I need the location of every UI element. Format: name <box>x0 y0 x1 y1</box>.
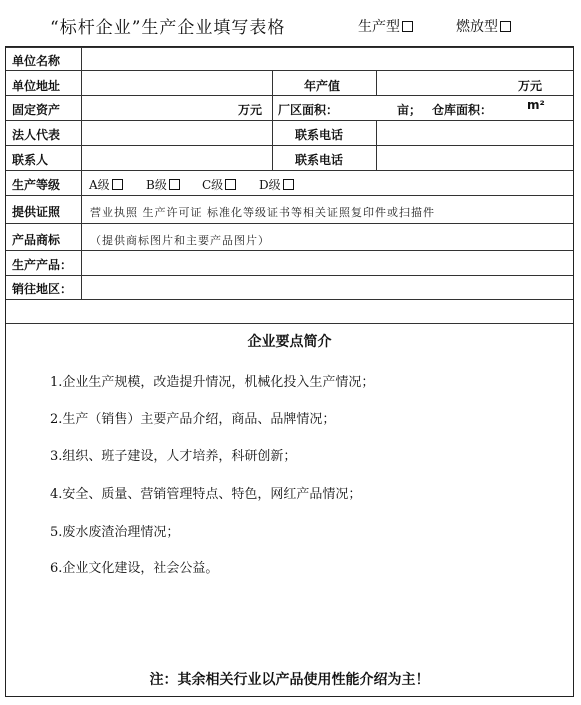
column-divider <box>272 70 273 95</box>
grade-c-label: C级 <box>202 178 224 192</box>
contact-phone-field-2[interactable] <box>377 146 572 170</box>
grade-label: 生产等级 <box>12 178 61 192</box>
factory-area-label: 厂区面积： <box>278 103 339 117</box>
trademark-note: （提供商标图片和主要产品图片） <box>90 234 270 247</box>
row-divider <box>6 195 573 196</box>
warehouse-area-label: 仓库面积： <box>432 103 493 117</box>
annual-output-unit: 万元 <box>518 79 543 93</box>
products-label: 生产产品： <box>12 258 73 272</box>
unit-address-field[interactable] <box>82 71 271 95</box>
certs-note: 营业执照 生产许可证 标准化等级证书等相关证照复印件或扫描件 <box>90 206 435 219</box>
type-production-checkbox[interactable] <box>402 21 413 32</box>
annual-output-field[interactable] <box>377 71 572 95</box>
unit-name-field[interactable] <box>82 48 572 70</box>
unit-address-label: 单位地址 <box>12 79 61 93</box>
intro-item: 5.废水废渣治理情况； <box>50 525 180 540</box>
type-fireworks-option[interactable] <box>456 16 511 36</box>
contact-person-field[interactable] <box>82 146 271 170</box>
intro-item: 4.安全、质量、营销管理特点、特色，网红产品情况； <box>50 487 362 502</box>
row-divider <box>6 223 573 224</box>
intro-title: 企业要点简介 <box>247 334 332 350</box>
type-fireworks-label: 燃放型 <box>456 19 498 35</box>
footnote: 注：其余相关行业以产品使用性能介绍为主！ <box>149 672 430 688</box>
type-production-label: 生产型 <box>358 19 400 35</box>
grade-d-label: D级 <box>259 178 281 192</box>
annual-output-label: 年产值 <box>304 79 341 93</box>
grade-c-checkbox[interactable] <box>225 179 236 190</box>
sales-area-label: 销往地区： <box>12 282 73 296</box>
legal-rep-label: 法人代表 <box>12 128 61 142</box>
unit-name-label: 单位名称 <box>12 54 61 68</box>
form-title: “标杆企业”生产企业填写表格 <box>50 18 286 38</box>
type-fireworks-checkbox[interactable] <box>500 21 511 32</box>
intro-item: 6.企业文化建设，社会公益。 <box>50 561 219 576</box>
contact-person-label: 联系人 <box>12 153 49 167</box>
fixed-assets-unit: 万元 <box>238 103 263 117</box>
products-field[interactable] <box>86 251 572 274</box>
warehouse-area-unit: m² <box>527 98 545 112</box>
grade-b-checkbox[interactable] <box>169 179 180 190</box>
row-divider <box>6 170 573 171</box>
intro-item: 2.生产（销售）主要产品介绍，商品、品牌情况； <box>50 412 336 427</box>
contact-phone-label-1: 联系电话 <box>295 128 344 142</box>
intro-item: 3.组织、班子建设，人才培养，科研创新； <box>50 449 297 464</box>
column-divider <box>272 95 273 120</box>
row-divider <box>6 323 573 324</box>
grade-b-label: B级 <box>146 178 167 192</box>
type-production-option[interactable] <box>358 16 413 36</box>
grade-a-option[interactable] <box>89 176 123 193</box>
intro-item: 1.企业生产规模，改造提升情况，机械化投入生产情况； <box>50 375 375 390</box>
form-title-bar <box>0 0 581 46</box>
grade-d-checkbox[interactable] <box>283 179 294 190</box>
trademark-label: 产品商标 <box>12 233 61 247</box>
sales-area-field[interactable] <box>86 276 572 299</box>
blank-row[interactable] <box>7 300 572 322</box>
contact-phone-field-1[interactable] <box>377 121 572 145</box>
certs-label: 提供证照 <box>12 205 61 219</box>
factory-area-unit: 亩； <box>397 103 422 117</box>
legal-rep-field[interactable] <box>82 121 271 145</box>
grade-b-option[interactable] <box>146 176 180 193</box>
form-table <box>5 46 574 697</box>
grade-a-checkbox[interactable] <box>112 179 123 190</box>
fixed-assets-label: 固定资产 <box>12 103 61 117</box>
grade-c-option[interactable] <box>202 176 236 193</box>
grade-d-option[interactable] <box>259 176 294 193</box>
contact-phone-label-2: 联系电话 <box>295 153 344 167</box>
column-divider <box>272 120 273 170</box>
grade-a-label: A级 <box>89 178 110 192</box>
